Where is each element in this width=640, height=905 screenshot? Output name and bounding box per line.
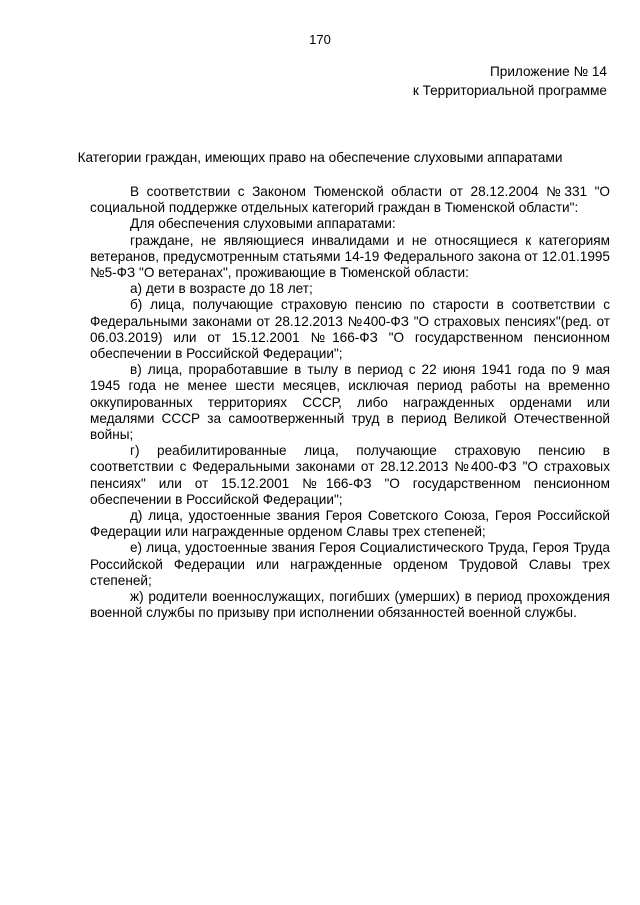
appendix-header bbox=[413, 62, 607, 100]
list-item-v: в) лица, проработавшие в тылу в период с 22 июня 1941 года по 9 мая 1945 года не менее шести месяцев, исключая период работы на временно оккупированных территориях СССР, либо награжденных орденами или медалями СССР за самоотверженный труд в период Великой Отечественной войны; bbox=[90, 362, 610, 443]
list-item-e: е) лица, удостоенные звания Героя Социалистического Труда, Героя Труда Российской Федерации или награжденные орденом Трудовой Славы трех степеней; bbox=[90, 540, 610, 588]
list-item-a: а) дети в возрасте до 18 лет; bbox=[130, 281, 313, 297]
paragraph-intro: В соответствии с Законом Тюменской области от 28.12.2004 №331 "О социальной поддержке отдельных категорий граждан в Тюменской области": bbox=[90, 184, 610, 216]
appendix-number: Приложение № 14 bbox=[490, 64, 607, 79]
document-body bbox=[90, 184, 610, 621]
paragraph-citizens: граждане, не являющиеся инвалидами и не относящиеся к категориям ветеранов, предусмотренным статьями 14-19 Федерального закона от 12.01.1995 №5-ФЗ "О ветеранах", проживающие в Тюменской области: bbox=[90, 232, 610, 281]
list-item-b: б) лица, получающие страховую пенсию по старости в соответствии с Федеральными законами от 28.12.2013 №400-ФЗ "О страховых пенсиях"(ред. от 06.03.2019) или от 15.12.2001 №166-ФЗ "О государственном пенсионном обеспечении в Российской Федерации"; bbox=[90, 297, 610, 362]
paragraph-purpose: Для обеспечения слуховыми аппаратами: bbox=[130, 216, 396, 232]
list-item-zh: ж) родители военнослужащих, погибших (умерших) в период прохождения военной службы по призыву при исполнении обязанностей военной службы. bbox=[90, 589, 610, 621]
appendix-reference: к Территориальной программе bbox=[412, 83, 607, 98]
list-item-d: д) лица, удостоенные звания Героя Советского Союза, Героя Российской Федерации или награжденные орденом Славы трех степеней; bbox=[90, 508, 610, 540]
document-title: Категории граждан, имеющих право на обеспечение слуховыми аппаратами bbox=[77, 150, 563, 165]
page-number: 170 bbox=[309, 32, 331, 47]
list-item-g: г) реабилитированные лица, получающие страховую пенсию в соответствии с Федеральными законами от 28.12.2013 №400-ФЗ "О страховых пенсиях" или от 15.12.2001 №166-ФЗ "О государственном пенсионном обеспечении в Российской Федерации"; bbox=[90, 443, 610, 507]
